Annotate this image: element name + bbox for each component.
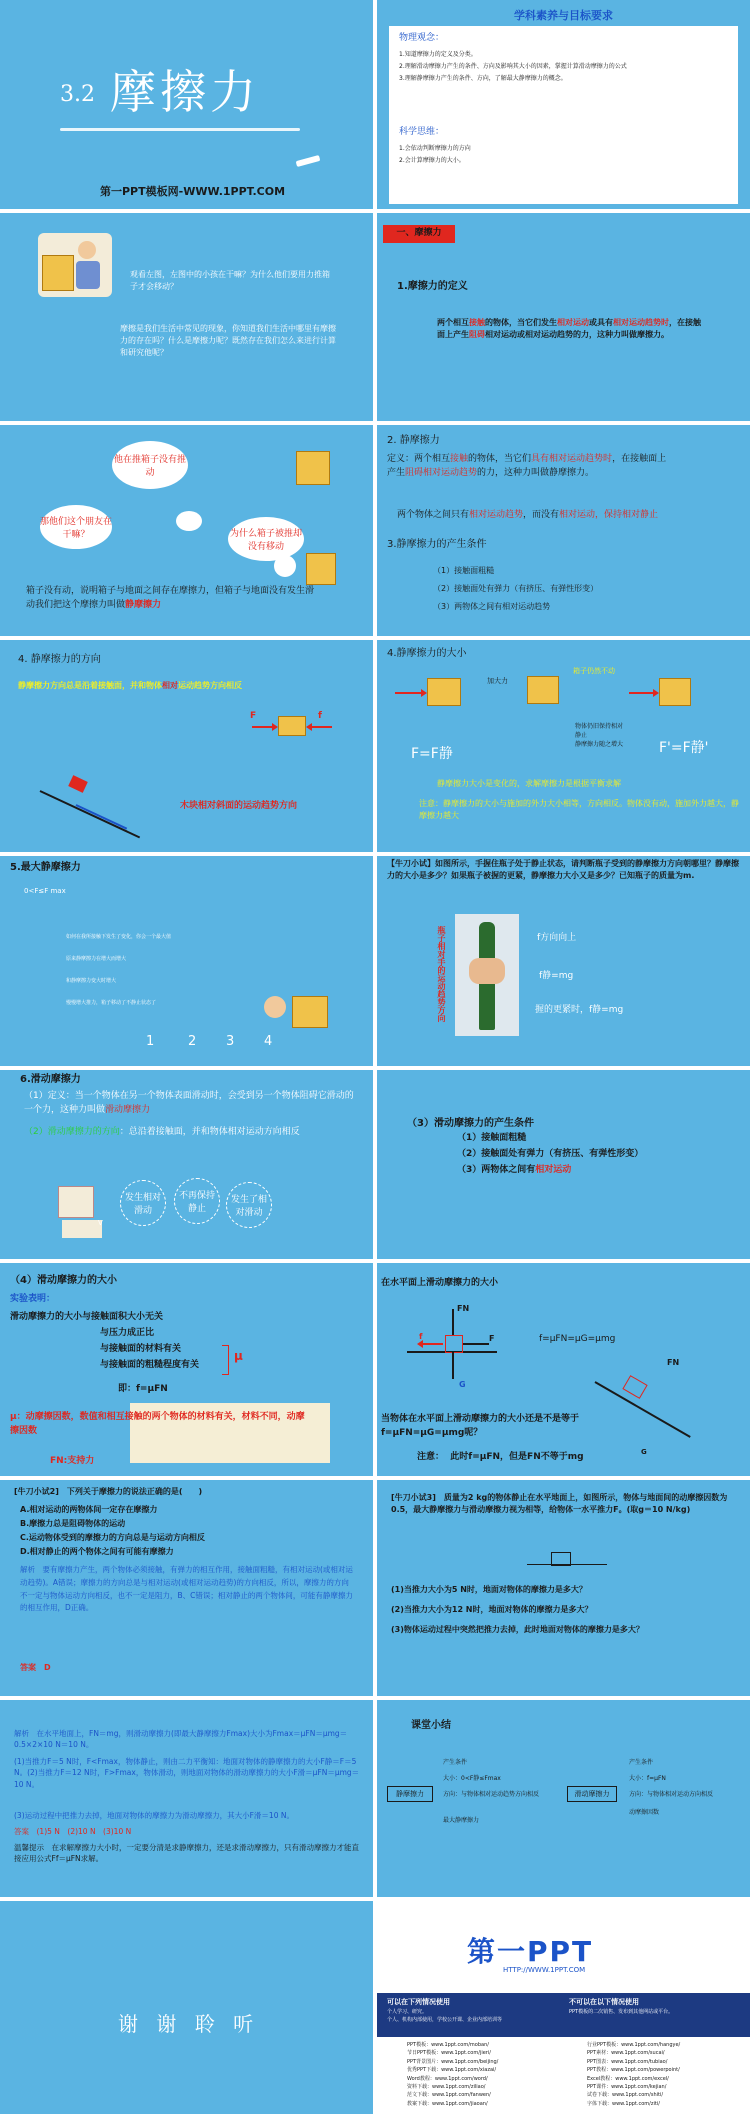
footer-link[interactable]: 字体下载：www.1ppt.com/ziti/ xyxy=(587,2100,660,2107)
slide-horizontal-sliding xyxy=(377,1263,750,1476)
goals-card xyxy=(389,26,738,204)
footer-link[interactable]: 教案下载：www.1ppt.com/jiaoan/ xyxy=(407,2100,488,2107)
slide-static-magnitude xyxy=(377,640,750,852)
magnitude-attention: 注意：静摩擦力的大小与施加的外力大小相等，方向相反。物体没有动，施加外力越大，静摩擦力越大 xyxy=(419,799,739,820)
slide-sliding-conditions xyxy=(377,1070,750,1259)
quiz3-title: [牛刀小试3] 质量为2 kg的物体静止在水平地面上，如图所示，物体与地面间的动摩擦因数为0.5，最大静摩擦力与滑动摩擦力视为相等，给物体一水平推力F。(取g＝10 N/kg) xyxy=(391,1493,728,1514)
summary-item: 方向：与物体相对运动方向相反 xyxy=(629,1791,714,1798)
sliding-direction: （2）滑动摩擦力的方向：总沿着接触面，并和物体相对运动方向相反 xyxy=(24,1127,300,1137)
crate-icon xyxy=(296,451,330,485)
static-condition: （2）接触面处有弹力（有挤压、有弹性形变） xyxy=(433,584,599,593)
incline-block xyxy=(62,1220,102,1238)
answer-line: (3)运动过程中把推力去掉，地面对物体的摩擦力为滑动摩擦力，其大小F滑＝10 N。 xyxy=(14,1811,294,1820)
summary-item: 大小：f=μFN xyxy=(629,1775,666,1782)
sliding-condition: （2）接触面处有弹力（有挤压、有弹性形变） xyxy=(457,1149,644,1159)
max-formula: 0<F≤F max xyxy=(24,887,66,895)
bottle-answer: f静=mg xyxy=(539,971,574,981)
slide-goals xyxy=(377,0,750,209)
answer-line: 解析 在水平地面上，FN＝mg，则滑动摩擦力(即最大静摩擦力Fmax)大小为Fmax＝μFN＝μmg＝0.5×2×10 N＝10 N。 xyxy=(14,1729,348,1750)
footer-link[interactable]: 优秀PPT下载：www.1ppt.com/xiazai/ xyxy=(407,2067,497,2074)
footer-link[interactable]: 行业PPT模板：www.1ppt.com/hangye/ xyxy=(587,2042,681,2048)
concept-item: 3.理解静摩擦力产生的条件、方向，了解最大静摩擦力的概念。 xyxy=(399,75,567,82)
bottle-answer: 握的更紧时，f静=mg xyxy=(535,1005,624,1015)
slide-sliding-friction xyxy=(0,1070,373,1259)
summary-item: 产生条件 xyxy=(443,1759,468,1766)
sliding-heading: 6.滑动摩擦力 xyxy=(20,1074,81,1085)
direction-heading: 4. 静摩擦力的方向 xyxy=(18,654,101,665)
balance-note: 物体仍旧保持相对静止 静摩擦力随之增大 xyxy=(575,723,624,748)
footer-link[interactable]: Word教程：www.1ppt.com/word/ xyxy=(407,2075,488,2082)
title-footer: 第一PPT模板网-WWW.1PPT.COM xyxy=(100,185,286,198)
chalk-underline xyxy=(60,128,300,131)
sliding-condition: （1）接触面粗糙 xyxy=(457,1133,527,1143)
chalk-icon xyxy=(296,155,321,167)
slide-friction-definition xyxy=(377,213,750,421)
footer-link[interactable]: 范文下载：www.1ppt.com/fanwen/ xyxy=(407,2092,491,2099)
experiment-line: 滑动摩擦力的大小与接触面积大小无关 xyxy=(10,1312,164,1322)
intro-question: 观看左图，左图中的小孩在干嘛？为什么他们要用力推箱子才会移动？ xyxy=(130,270,330,291)
sliding-conditions-heading: （3）滑动摩擦力的产生条件 xyxy=(407,1118,534,1129)
bottle-question: 【牛刀小试】如图所示，手握住瓶子处于静止状态，请判断瓶子受到的静摩擦力方向朝哪里？静摩擦力的大小是多少？如果瓶子被握的更紧，静摩擦力大小又是多少？已知瓶子的质量为m. xyxy=(387,859,739,880)
link-list xyxy=(407,2041,557,2108)
thought-bubble: 为什么箱子被推却没有移动 xyxy=(228,517,304,561)
slide-static-friction xyxy=(377,425,750,636)
crate-icon xyxy=(659,678,691,706)
footer-link[interactable]: PPT教程：www.1ppt.com/powerpoint/ xyxy=(587,2067,680,2074)
forbidden-desc: PPT模板的二次销售、发布到其他网站或平台。 xyxy=(569,2009,674,2015)
magnitude-heading: 4.静摩擦力的大小 xyxy=(387,648,467,659)
slide-quiz-2 xyxy=(0,1480,373,1696)
intro-text: 摩擦是我们生活中常见的现象，你知道我们生活中哪里有摩擦力的存在吗？什么是摩擦力呢？既然存在我们怎么来进行计算和研究他呢？ xyxy=(120,324,336,357)
normal-force-arrow xyxy=(452,1309,454,1335)
sliding-mag-heading: （4）滑动摩擦力的大小 xyxy=(10,1275,117,1286)
slide-intro xyxy=(0,213,373,421)
quiz2-option: C.运动物体受到的摩擦力的方向总是与运动方向相反 xyxy=(20,1533,205,1542)
friction-label: f xyxy=(318,711,322,721)
quiz3-question: (3)物体运动过程中突然把推力去掉，此时地面对物体的摩擦力是多大？ xyxy=(391,1625,644,1634)
incline-surface xyxy=(40,790,141,838)
coefficient-note: μ：动摩擦因数，数值和相互接触的两个物体的材料有关，材料不同，动摩擦因数 xyxy=(10,1412,305,1436)
thought-bubble: 那他们这个朋友在干嘛？ xyxy=(40,505,112,549)
summary-item: 最大静摩擦力 xyxy=(443,1817,480,1824)
slide-quiz-3-answer xyxy=(0,1700,373,1897)
slide-max-static xyxy=(0,856,373,1066)
wooden-block-icon xyxy=(58,1186,94,1218)
quiz2-title: [牛刀小试2] 下列关于摩擦力的说法正确的是( ) xyxy=(14,1487,203,1496)
bottle-side-label: 瓶子相对手的运动趋势方向 xyxy=(437,926,446,1022)
static-conditions-heading: 3.静摩擦力的产生条件 xyxy=(387,539,487,550)
footer-link[interactable]: 资料下载：www.1ppt.com/ziliao/ xyxy=(407,2084,486,2091)
sliding-definition: （1）定义：当一个物体在另一个物体表面滑动时，会受到另一个物体阻碍它滑动的一个力，这种力叫做滑动摩擦力 xyxy=(24,1091,354,1115)
allowed-title: 可以在下列情况使用 xyxy=(387,1998,450,2006)
static-condition: （3）两物体之间有相对运动趋势 xyxy=(433,602,551,611)
answer-line: (1)当推力F＝5 N时，F<Fmax，物体静止，则由二力平衡知：地面对物体的静摩擦力的大小F静＝F＝5 N。(2)当推力F＝12 N时，F>Fmax，物体滑动，则地面对物体的滑动摩擦力的大小F滑＝μFN＝μmg＝10 N。 xyxy=(14,1757,360,1789)
section-tag: 一、摩擦力 xyxy=(383,225,455,243)
child-icon xyxy=(78,241,96,259)
concept-item: 2.理解滑动摩擦力产生的条件、方向及影响其大小的因素，掌握计算滑动摩擦力的公式 xyxy=(399,63,627,70)
quiz2-analysis: 解析 要有摩擦力产生，两个物体必须接触，有弹力的相互作用，接触面粗糙，有相对运动(或相对运动趋势)。A错误；摩擦力的方向总是与相对运动(或相对运动趋势)的方向相反，所以，摩擦力的方向不一定与物体运动方向相反，也不一定是阻力，B、C错误；相对静止的两个物体间，可能有静摩擦力的相互作用，D正确。 xyxy=(20,1565,353,1613)
summary-heading: 课堂小结 xyxy=(411,1720,451,1731)
max-step: 和静摩擦力变大时增大 xyxy=(66,978,117,984)
static-heading: 2. 静摩擦力 xyxy=(387,435,440,446)
hand-bottle-photo xyxy=(455,914,519,1036)
thanks-text: 谢 谢 聆 听 xyxy=(118,2012,260,2036)
ground-line xyxy=(527,1564,607,1565)
brain-icon xyxy=(176,511,202,531)
magnitude-note: 静摩擦力大小是变化的，求解摩擦力是根据平衡求解 xyxy=(437,779,621,788)
friction-arrow xyxy=(421,1343,443,1345)
incline-note: 注意： 此时f=μFN，但是FN不等于mg xyxy=(417,1452,584,1462)
footer-link[interactable]: PPT模板：www.1ppt.com/moban/ xyxy=(407,2042,489,2048)
info-banner xyxy=(377,1993,750,2037)
slide-thanks xyxy=(0,1901,373,2114)
allowed-desc: 个人学习、研究。 个人、机构内部使用，学校公开课、企业内部培训等 xyxy=(387,2009,503,2023)
footer-link[interactable]: PPT图表：www.1ppt.com/tubiao/ xyxy=(587,2058,668,2065)
step-number: 2 xyxy=(188,1034,197,1049)
answer-summary: 答案 (1)5 N (2)10 N (3)10 N xyxy=(14,1827,132,1836)
lesson-number: 3.2 xyxy=(60,82,95,107)
summary-item: 动摩擦因数 xyxy=(629,1809,660,1816)
experiment-label: 实验表明： xyxy=(10,1294,56,1304)
slide-quiz-3 xyxy=(377,1480,750,1696)
concept-item: 1.知道摩擦力的定义及分类。 xyxy=(399,51,477,58)
static-note: 两个物体之间只有相对运动趋势，而没有相对运动，保持相对静止 xyxy=(397,510,659,520)
push-arrow xyxy=(463,1343,489,1345)
normal-force-label: FN xyxy=(457,1304,470,1313)
child-body-icon xyxy=(76,261,100,289)
friction-formula: 即：f=μFN xyxy=(118,1384,168,1394)
brand-logo: 第一PPT xyxy=(467,1935,594,1968)
definition-text: 两个相互接触的物体，当它们发生相对运动或具有相对运动趋势时，在接触面上产生阻碍相对运动或相对运动趋势的力，这种力叫做摩擦力。 xyxy=(437,318,701,339)
answer-tip: 温馨提示 在求解摩擦力大小时，一定要分清是求静摩擦力，还是求滑动摩擦力，只有滑动摩擦力才能直接应用公式Ff＝μFN求解。 xyxy=(14,1843,359,1864)
slide-summary xyxy=(377,1700,750,1897)
crate-icon xyxy=(306,553,336,585)
step-number: 4 xyxy=(264,1034,273,1049)
push-arrow xyxy=(395,692,423,694)
slide-bottle-quiz xyxy=(377,856,750,1066)
max-step: 慢慢增大推力，箱子移动了不静止状态了 xyxy=(66,1000,157,1006)
force-arrow xyxy=(252,726,274,728)
static-condition: （1）接触面粗糙 xyxy=(433,566,495,575)
trend-arrow xyxy=(76,804,128,829)
equation-2: F'=F静' xyxy=(659,740,709,756)
static-definition: 定义：两个相互接触的物体，当它们具有相对运动趋势时，在接触面上产生阻碍相对运动趋势的力，这种力叫做静摩擦力。 xyxy=(387,454,667,478)
incline-block xyxy=(68,775,88,793)
max-heading: 5.最大静摩擦力 xyxy=(10,862,81,873)
thought-bubble: 发生了相对滑动 xyxy=(226,1182,272,1228)
block-icon xyxy=(278,716,306,736)
footer-link[interactable]: Excel教程：www.1ppt.com/excel/ xyxy=(587,2075,669,2082)
slide-static-intro xyxy=(0,425,373,636)
thought-bubble: 发生相对滑动 xyxy=(120,1180,166,1226)
incline-caption: 木块相对斜面的运动趋势方向 xyxy=(180,801,298,811)
crate-icon xyxy=(427,678,461,706)
step-number: 1 xyxy=(146,1034,155,1049)
summary-item: 产生条件 xyxy=(629,1759,654,1766)
experiment-line: 与压力成正比 xyxy=(100,1328,155,1338)
horizontal-equation: f=μFN=μG=μmg xyxy=(539,1334,616,1344)
sliding-condition: （3）两物体之间有相对运动 xyxy=(457,1165,572,1175)
crate-icon xyxy=(527,676,559,704)
friction-arrow xyxy=(310,726,332,728)
goals-heading: 学科素养与目标要求 xyxy=(514,9,613,22)
step-number: 3 xyxy=(226,1034,235,1049)
thought-bubble: 不再保持静止 xyxy=(174,1178,220,1224)
velocity-label: V xyxy=(98,1219,103,1227)
quiz2-answer: 答案 D xyxy=(20,1663,51,1672)
quiz3-question: (1)当推力大小为5 N时，地面对物体的摩擦力是多大？ xyxy=(391,1585,587,1594)
quiz2-option: B.摩擦力总是阻碍物体的运动 xyxy=(20,1519,126,1528)
quiz2-option: A.相对运动的两物体间一定存在摩擦力 xyxy=(20,1505,158,1514)
mu-label: μ xyxy=(234,1349,243,1363)
slide-sliding-magnitude xyxy=(0,1263,373,1476)
thinking-label: 科学思维： xyxy=(399,127,445,137)
direction-rule: 静摩擦力方向总是沿着接触面，并和物体相对运动趋势方向相反 xyxy=(18,681,242,690)
quiz2-option: D.相对静止的两个物体之间有可能有摩擦力 xyxy=(20,1547,174,1556)
max-step: 原来静摩擦力在增大而增大 xyxy=(66,956,127,962)
footer-link[interactable]: PPT背景图片：www.1ppt.com/beijing/ xyxy=(407,2058,499,2065)
thought-bubble: 他在推箱子没有推动 xyxy=(112,441,188,489)
push-arrow xyxy=(629,692,655,694)
slide-title xyxy=(0,0,373,209)
lesson-title: 摩擦力 xyxy=(110,65,260,119)
brand-url: HTTP://WWW.1PPT.COM xyxy=(503,1966,586,1974)
experiment-line: 与接触面的粗糙程度有关 xyxy=(100,1360,200,1370)
summary-item: 方向：与物体相对运动趋势方向相反 xyxy=(443,1791,540,1798)
cartoon-kid-icon xyxy=(274,555,296,577)
definition-heading: 1.摩擦力的定义 xyxy=(397,281,468,292)
cartoon-kid-icon xyxy=(264,996,286,1018)
normal-force-note: FN:支持力 xyxy=(50,1456,95,1466)
static-intro-text: 箱子没有动，说明箱子与地面之间存在摩擦力，但箱子与地面没有发生滑动我们把这个摩擦力叫做静摩擦力 xyxy=(26,586,315,610)
summary-box: 静摩擦力 xyxy=(387,1786,433,1802)
link-list xyxy=(587,2041,737,2108)
bracket xyxy=(222,1345,229,1375)
max-step: 如何在我所接触下发生了变化，你会一个最大值 xyxy=(66,934,172,940)
concept-label: 物理观念： xyxy=(399,33,445,43)
slide-1ppt-info xyxy=(377,1901,750,2114)
footer-link[interactable]: 试卷下载：www.1ppt.com/shiti/ xyxy=(587,2092,664,2099)
incline-g-label: G xyxy=(641,1448,647,1456)
kids-pushing-box-image xyxy=(38,233,112,297)
bottle-answer: f方向向上 xyxy=(537,933,577,943)
thinking-item: 2.会计算摩擦力的大小。 xyxy=(399,157,465,164)
force-label: F xyxy=(250,711,257,721)
experiment-line: 与接触面的材料有关 xyxy=(100,1344,182,1354)
gravity-arrow xyxy=(452,1351,454,1379)
incline-block xyxy=(622,1375,647,1399)
hand-icon xyxy=(469,958,505,984)
gravity-label: G xyxy=(459,1380,466,1389)
still-label: 箱子仍然不动 xyxy=(573,667,615,675)
summary-box: 滑动摩擦力 xyxy=(567,1786,617,1802)
incline-fn-label: FN xyxy=(667,1358,680,1367)
forbidden-title: 不可以在以下情况使用 xyxy=(569,1998,639,2006)
slide-static-direction xyxy=(0,640,373,852)
footer-link[interactable]: 节日PPT模板：www.1ppt.com/jieri/ xyxy=(407,2050,491,2057)
friction-label: f xyxy=(419,1332,423,1341)
quiz3-question: (2)当推力大小为12 N时，地面对物体的摩擦力是多大？ xyxy=(391,1605,593,1614)
equation-1: F=F静 xyxy=(411,746,453,762)
thinking-item: 1.会依动判断摩擦力的方向 xyxy=(399,145,471,152)
push-label: F xyxy=(489,1334,495,1343)
horizontal-heading: 在水平面上滑动摩擦力的大小 xyxy=(381,1278,499,1288)
block xyxy=(445,1335,463,1353)
footer-link[interactable]: PPT素材：www.1ppt.com/sucai/ xyxy=(587,2050,665,2057)
push-more-label: 加大力 xyxy=(487,677,508,685)
wooden-box-icon xyxy=(42,255,74,291)
footer-link[interactable]: PPT课件：www.1ppt.com/kejian/ xyxy=(587,2084,667,2091)
incline-question: 当物体在水平面上滑动摩擦力的大小还是不是等于f=μFN=μG=μmg呢？ xyxy=(381,1414,580,1438)
summary-item: 大小：0<F静≤Fmax xyxy=(443,1775,501,1782)
crate-icon xyxy=(292,996,328,1028)
